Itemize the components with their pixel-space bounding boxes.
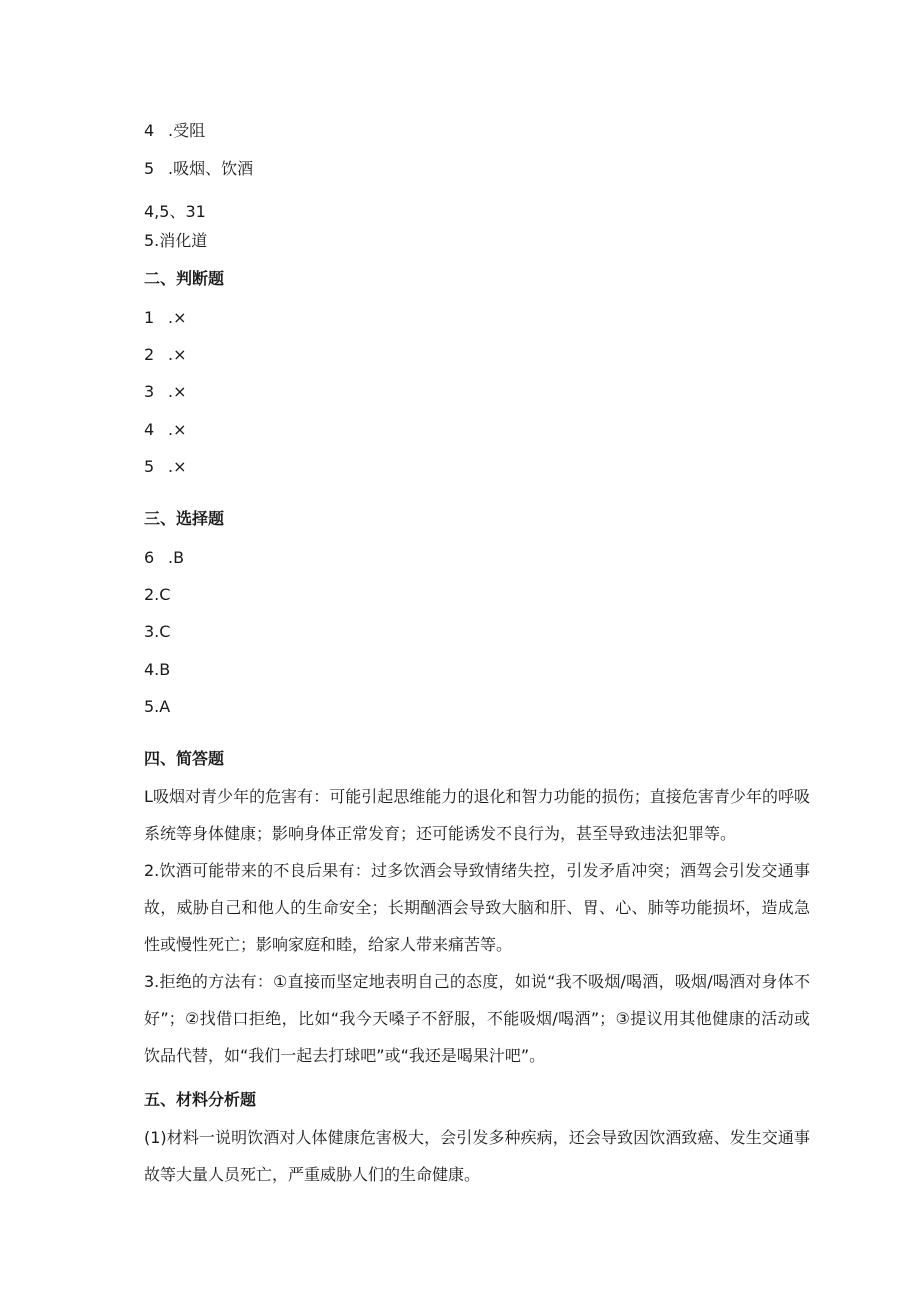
answer-paragraph: 2.饮酒可能带来的不良后果有：过多饮酒会导致情绪失控，引发矛盾冲突；酒驾会引发交通事故，威胁自己和他人的生命安全；长期酗酒会导致大脑和肝、胃、心、肺等功能损坏，造成急性或慢性死亡；影响家庭和睦，给家人带来痛苦等。	[144, 861, 810, 954]
section-heading: 三、选择题	[144, 509, 225, 528]
answer-paragraph: 3.拒绝的方法有：①直接而坚定地表明自己的态度，如说“我不吸烟/喝酒，吸烟/喝酒对身体不好”；②找借口拒绝，比如“我今天嗓子不舒服，不能吸烟/喝酒”；③提议用其他健康的活动或饮品代替，如“我们一起去打球吧”或“我还是喝果汁吧”。	[144, 972, 810, 1065]
answer-paragraph: (1)材料一说明饮酒对人体健康危害极大，会引发多种疾病，还会导致因饮酒致癌、发生交通事故等大量人员死亡，严重威胁人们的生命健康。	[144, 1128, 810, 1184]
answer-item: 3 .×	[144, 382, 187, 401]
answer-item: 2.C	[144, 585, 171, 604]
section-heading: 五、材料分析题	[144, 1090, 257, 1109]
answer-item: 2 .×	[144, 345, 187, 364]
answer-item: 5 .×	[144, 457, 187, 476]
answer-item: 4 .×	[144, 420, 187, 439]
section-heading: 四、简答题	[144, 749, 225, 768]
section-heading: 二、判断题	[144, 269, 225, 288]
answer-item: 3.C	[144, 622, 171, 641]
answer-item: 5 .吸烟、饮酒	[144, 159, 254, 178]
answer-item: 4 .受阻	[144, 121, 206, 140]
answer-item: 1 .×	[144, 308, 187, 327]
answer-line: 5.消化道	[144, 231, 208, 250]
answer-item: 5.A	[144, 697, 171, 716]
answer-line: 4,5、31	[144, 202, 206, 221]
answer-item: 6 .B	[144, 548, 185, 567]
answer-item: 4.B	[144, 660, 171, 679]
answer-paragraph: L吸烟对青少年的危害有：可能引起思维能力的退化和智力功能的损伤；直接危害青少年的呼吸系统等身体健康；影响身体正常发育；还可能诱发不良行为，甚至导致违法犯罪等。	[144, 787, 810, 843]
